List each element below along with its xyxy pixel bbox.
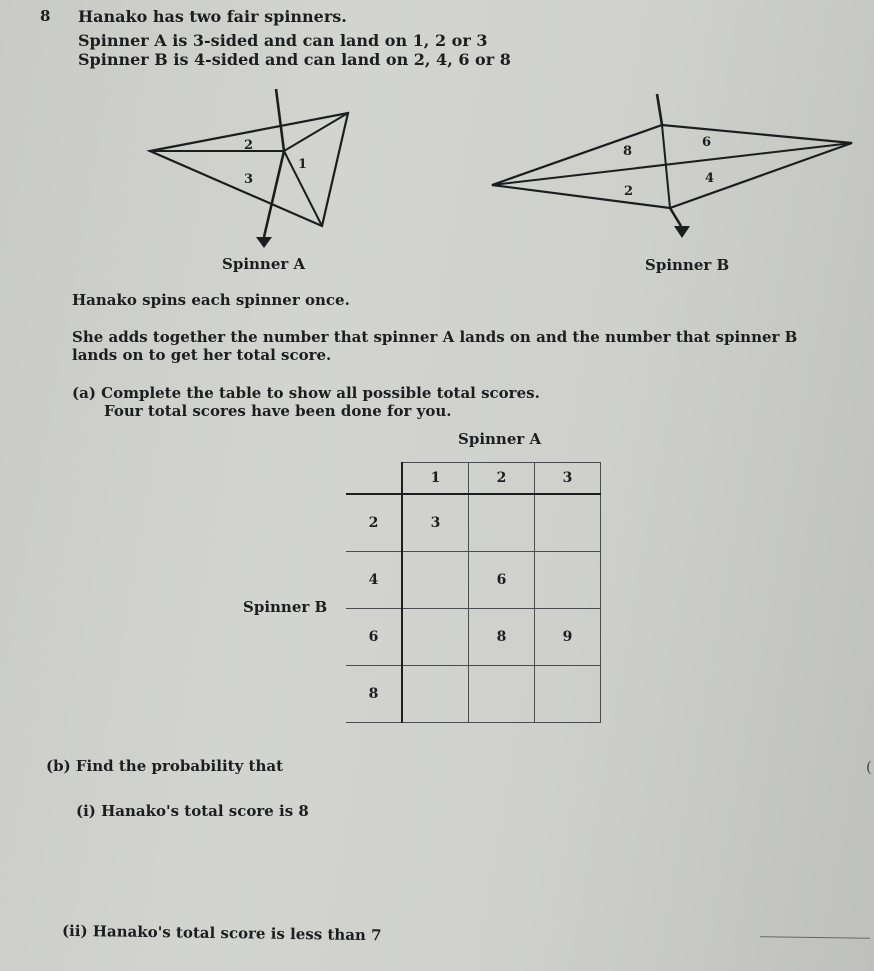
question-number: 8 <box>40 7 51 25</box>
spinner-a-label-3: 3 <box>244 172 254 187</box>
row-header-b6: 6 <box>346 609 402 666</box>
spinner-a-axle-down <box>264 151 284 237</box>
spinner-b-diagram <box>485 90 855 250</box>
spinner-a-label-2: 2 <box>244 138 254 153</box>
col-header-a1: 1 <box>402 463 469 495</box>
row-header-b4: 4 <box>346 552 402 609</box>
score-cell[interactable] <box>402 552 469 609</box>
table-row <box>346 666 601 723</box>
score-cell[interactable] <box>535 552 601 609</box>
spinner-b-kite <box>492 125 852 208</box>
spinner-b-axle-up <box>657 94 662 125</box>
spinner-a-caption: Spinner A <box>222 255 306 273</box>
spinner-b-label-4: 4 <box>705 171 715 186</box>
adds-text-line-2: lands on to get her total score. <box>72 346 332 364</box>
score-cell[interactable] <box>535 666 601 723</box>
score-cell[interactable]: 6 <box>469 552 535 609</box>
spinner-b-description: Spinner B is 4-sided and can land on 2, 4, 6 or 8 <box>78 50 511 69</box>
row-header-b8: 8 <box>346 666 402 723</box>
question-intro: Hanako has two fair spinners. <box>78 7 347 26</box>
table-header-row <box>346 463 601 495</box>
spinner-b-label-6: 6 <box>702 135 712 150</box>
part-b-i: (i) Hanako's total score is 8 <box>76 802 309 820</box>
row-header-b2: 2 <box>346 494 402 552</box>
part-b-prompt: (b) Find the probability that <box>46 757 284 775</box>
table-row <box>346 494 601 552</box>
spinner-b-divider-1 <box>492 143 852 185</box>
spinner-b-divider-2 <box>662 125 670 208</box>
spinner-b-caption: Spinner B <box>645 256 730 274</box>
score-cell[interactable] <box>469 666 535 723</box>
spinner-b-label-2: 2 <box>624 184 634 199</box>
spinner-a-label-1: 1 <box>298 157 308 172</box>
spinner-a-diagram <box>140 85 360 255</box>
spinner-a-pointer-icon <box>256 237 272 248</box>
spinner-a-description: Spinner A is 3-sided and can land on 1, 2 or 3 <box>78 31 488 50</box>
score-cell[interactable] <box>469 494 535 552</box>
score-cell[interactable]: 8 <box>469 609 535 666</box>
marks-bracket: ( <box>866 758 872 776</box>
spins-text: Hanako spins each spinner once. <box>72 291 350 309</box>
spinner-a-axle-up <box>276 89 284 151</box>
score-cell[interactable]: 3 <box>402 494 469 552</box>
table-row-title: Spinner B <box>243 598 328 616</box>
spinner-b-axle-down <box>670 208 681 226</box>
part-b-ii: (ii) Hanako's total score is less than 7 <box>61 921 382 945</box>
table-column-title: Spinner A <box>458 430 542 448</box>
score-table <box>346 462 601 723</box>
score-cell[interactable] <box>402 609 469 666</box>
score-cell[interactable]: 9 <box>535 609 601 666</box>
part-a-prompt: (a) Complete the table to show all possible total scores. <box>72 384 540 402</box>
col-header-a2: 2 <box>469 463 535 495</box>
spinner-b-label-8: 8 <box>623 144 633 159</box>
spinner-b-pointer-icon <box>674 226 690 238</box>
part-a-note: Four total scores have been done for you. <box>104 402 452 420</box>
col-header-a3: 3 <box>535 463 601 495</box>
score-cell[interactable] <box>535 494 601 552</box>
table-row <box>346 552 601 609</box>
answer-line[interactable] <box>760 936 870 939</box>
adds-text-line-1: She adds together the number that spinner A lands on and the number that spinner B <box>72 328 798 346</box>
table-row <box>346 609 601 666</box>
table-corner <box>346 463 402 495</box>
score-cell[interactable] <box>402 666 469 723</box>
